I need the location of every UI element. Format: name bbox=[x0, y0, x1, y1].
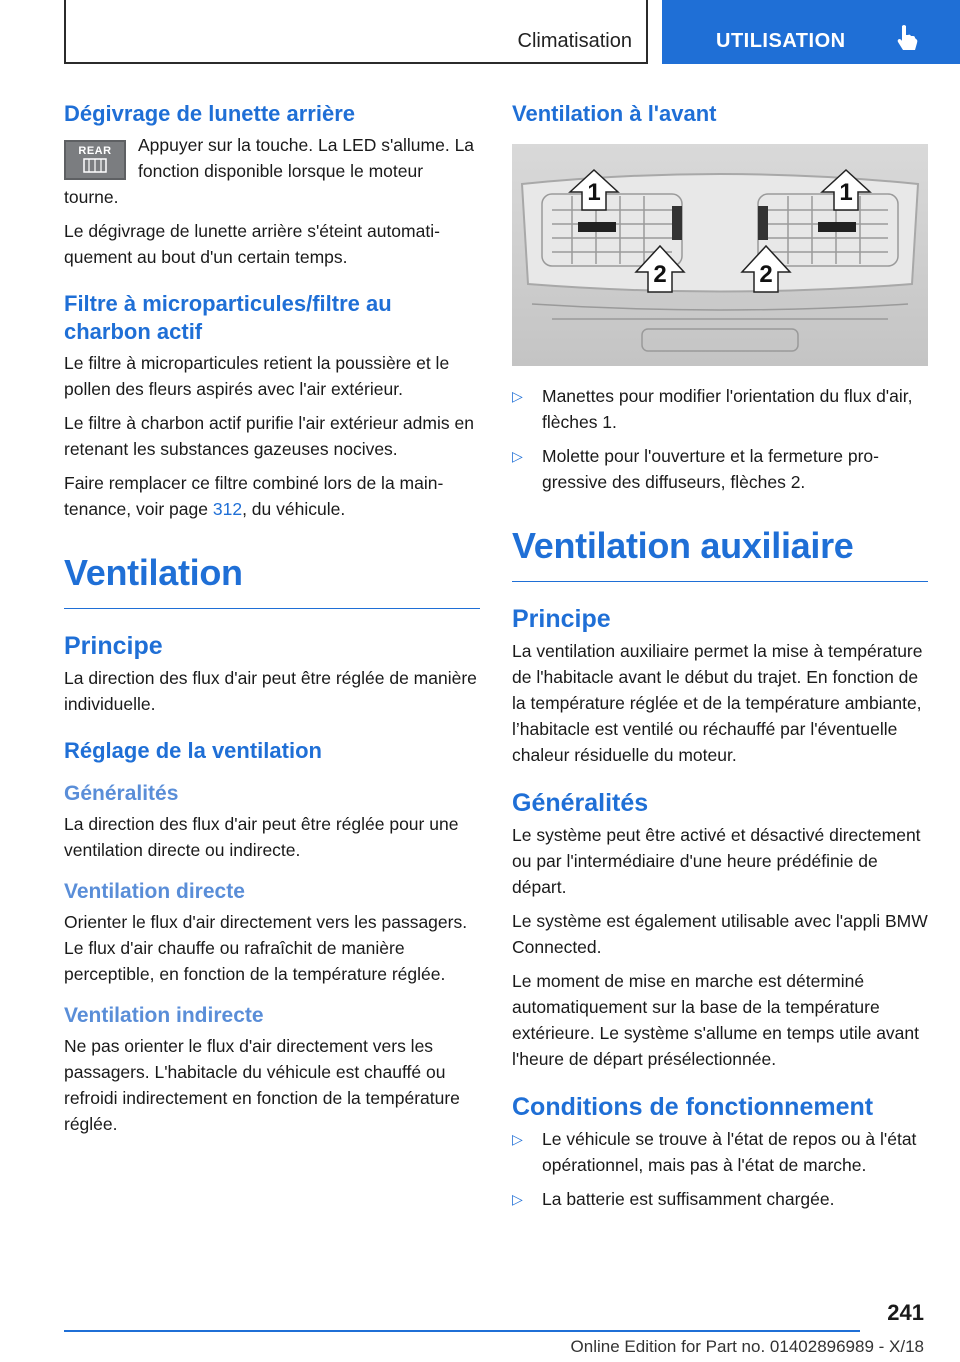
list-item-text: Molette pour l'ouverture et la fermeture progressive des diffuseurs, flèches 2. bbox=[542, 446, 879, 492]
right-column bbox=[512, 100, 928, 1220]
pointing-hand-icon bbox=[894, 24, 918, 52]
para-gen-2: Le système est également utilisable avec l'appli BMW Connected. bbox=[512, 911, 928, 957]
para-filtre-3-end: , du véhicule. bbox=[242, 499, 346, 519]
triangle-bullet-icon: ▷ bbox=[512, 1131, 523, 1147]
para-gen-1: Le système peut être activé et désactivé directement ou par l'intermédiaire d'une heure prédéfinie de départ. bbox=[512, 825, 921, 897]
heading-filtre: Filtre à microparticules/filtre au charbon actif bbox=[64, 291, 392, 344]
heading-degivrage: Dégivrage de lunette arrière bbox=[64, 101, 356, 126]
list-item bbox=[512, 443, 928, 495]
para-filtre-3 bbox=[64, 470, 480, 522]
front-vents-photo bbox=[512, 144, 928, 366]
heading-reglage: Réglage de la ventilation bbox=[64, 738, 322, 763]
heading-indirecte: Ventilation indirecte bbox=[64, 1004, 264, 1027]
triangle-bullet-icon: ▷ bbox=[512, 1191, 523, 1207]
para-gen-3: Le moment de mise en marche est déterminé automatiquement sur la base de la température extérieure. Le système s'allume en temps utile avant l'heure de départ présélectionnée. bbox=[512, 971, 920, 1069]
list-item-text: Le véhicule se trouve à l'état de repos ou à l'état opérationnel, mais pas à l'état de marche. bbox=[542, 1129, 917, 1175]
footer-divider bbox=[64, 1330, 860, 1332]
para-filtre-2: Le filtre à charbon actif purifie l'air extérieur admis en retenant les substances gazeuses nocives. bbox=[64, 413, 474, 459]
header-section-tab bbox=[662, 0, 960, 64]
header-chapter-box bbox=[64, 0, 648, 64]
heading-principe-right: Principe bbox=[512, 605, 611, 633]
list-item-text: Manettes pour modifier l'orientation du flux d'air, flèches 1. bbox=[542, 386, 913, 432]
list-item bbox=[512, 1186, 928, 1212]
triangle-bullet-icon: ▷ bbox=[512, 388, 523, 404]
rear-button-label: REAR bbox=[78, 145, 112, 157]
heading-ventilation-auxiliaire: Ventilation auxiliaire bbox=[512, 525, 928, 582]
rear-defrost-button-image bbox=[64, 140, 126, 180]
heading-ventilation-avant: Ventilation à l'avant bbox=[512, 101, 717, 126]
para-directe: Orienter le flux d'air directement vers les passagers. Le flux d'air chauffe ou rafraîchit de manière perceptible, en fonction de la température réglée. bbox=[64, 912, 468, 984]
heading-generalites-left: Généralités bbox=[64, 782, 179, 805]
list-conditions bbox=[512, 1126, 928, 1212]
list-ventilation-avant bbox=[512, 383, 928, 495]
list-item-text: La batterie est suffisamment chargée. bbox=[542, 1189, 835, 1209]
para-filtre-3-text: Faire remplacer ce filtre combiné lors de la maintenance, voir page bbox=[64, 473, 444, 519]
heading-generalites-right: Généralités bbox=[512, 789, 649, 817]
heading-ventilation: Ventilation bbox=[64, 552, 480, 609]
para-filtre-1: Le filtre à microparticules retient la poussière et le pollen des fleurs aspirés avec l'air extérieur. bbox=[64, 353, 450, 399]
para-indirecte: Ne pas orienter le flux d'air directement vers les passagers. L'habitacle du véhicule est chauffé ou refroidi indirectement en fonction de la température réglée. bbox=[64, 1036, 460, 1134]
rear-defrost-icon bbox=[66, 142, 124, 178]
para-degivrage-1: Appuyer sur la touche. La LED s'allume. La fonction disponible lorsque le moteur tourne. bbox=[64, 135, 475, 207]
para-generalites-left: La direction des flux d'air peut être réglée pour une ventilation directe ou indirecte. bbox=[64, 814, 459, 860]
photo-label-2a: 2 bbox=[653, 261, 667, 288]
heading-principe-left: Principe bbox=[64, 632, 163, 660]
header-chapter: Climatisation bbox=[517, 30, 632, 52]
heading-conditions: Conditions de fonctionnement bbox=[512, 1093, 874, 1121]
para-principe-left: La direction des flux d'air peut être réglée de manière individuelle. bbox=[64, 668, 477, 714]
para-principe-right: La ventilation auxiliaire permet la mise à température de l'habitacle avant le début du trajet. En fonction de la température réglée et de la température ambiante, l’habitacle est ventilé ou réchauffé par l'éventuelle chaleur résiduelle du moteur. bbox=[512, 641, 923, 765]
photo-label-1a: 1 bbox=[587, 179, 601, 206]
list-item bbox=[512, 1126, 928, 1178]
header-section: UTILISATION bbox=[716, 30, 846, 52]
left-column bbox=[64, 100, 480, 1145]
footer-edition: Online Edition for Part no. 01402896989 - X/18 bbox=[570, 1337, 924, 1356]
list-item bbox=[512, 383, 928, 435]
photo-label-1b: 1 bbox=[839, 179, 853, 206]
page-number: 241 bbox=[887, 1300, 924, 1325]
triangle-bullet-icon: ▷ bbox=[512, 448, 523, 464]
para-degivrage-2: Le dégivrage de lunette arrière s'éteint automatiquement au bout d'un certain temps. bbox=[64, 221, 440, 267]
photo-label-2b: 2 bbox=[759, 261, 773, 288]
heading-directe: Ventilation directe bbox=[64, 880, 245, 903]
page-link-312[interactable]: 312 bbox=[212, 499, 243, 519]
